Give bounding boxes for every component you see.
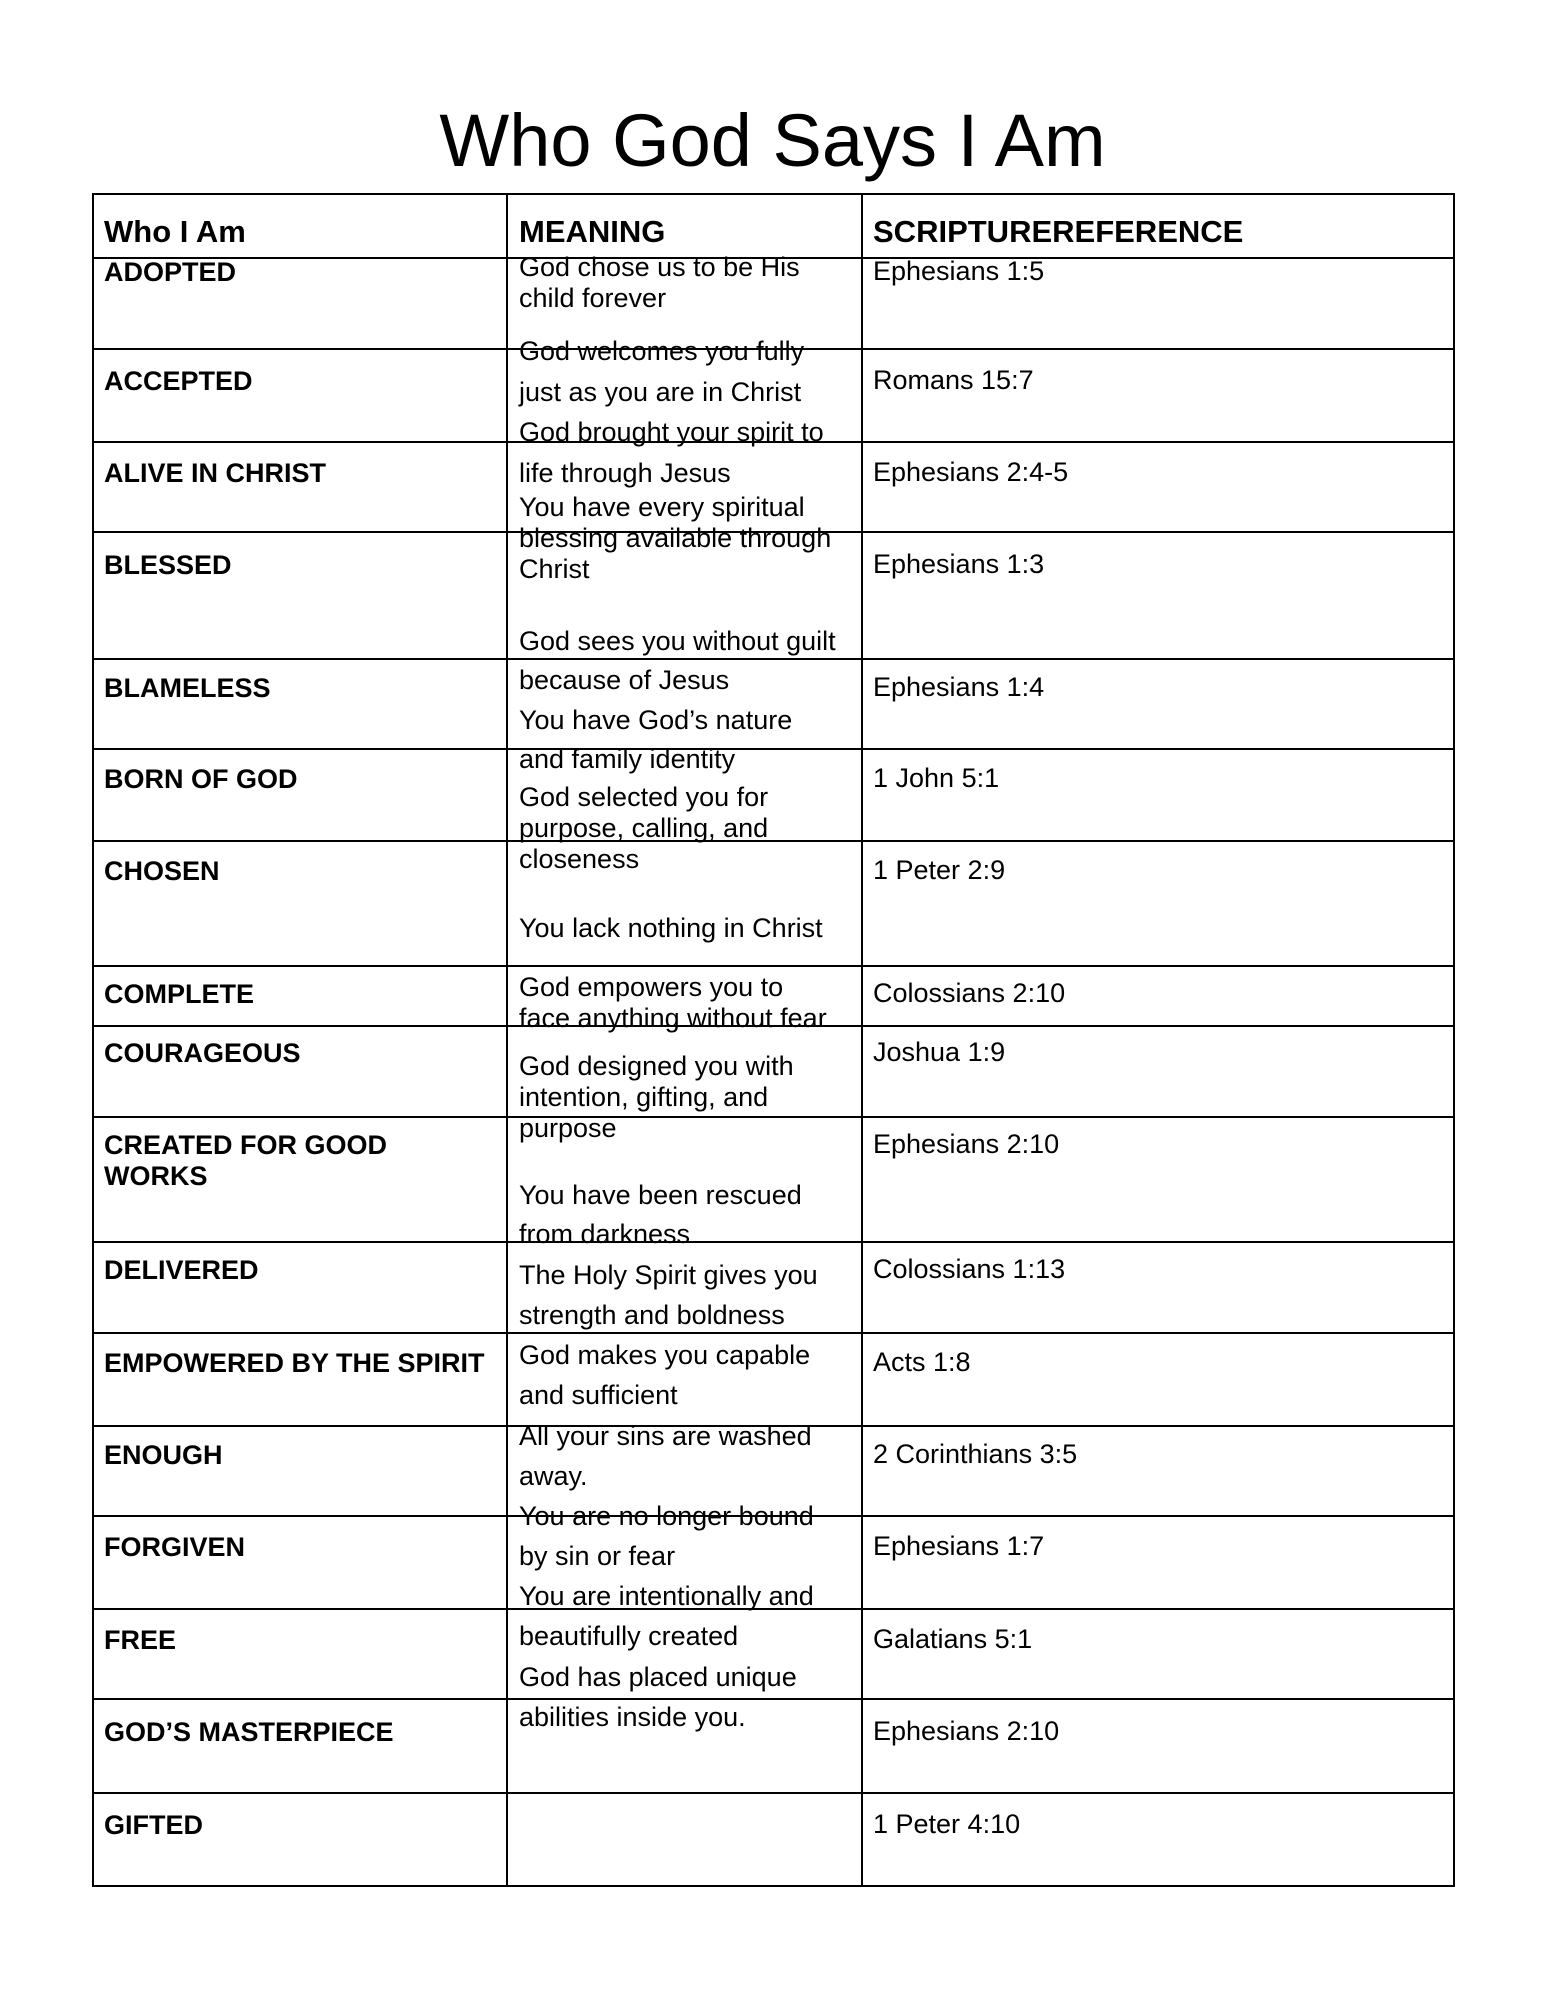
meaning-cell: God brought your spirit to life through Jesus — [519, 417, 824, 488]
who-i-am-cell: BORN OF GOD — [104, 764, 298, 794]
who-i-am-cell: COURAGEOUS — [104, 1038, 301, 1068]
who-i-am-cell: FREE — [104, 1625, 177, 1655]
meaning-cell: God designed you with intention, gifting, and purpose — [519, 1051, 794, 1143]
meaning-cell: You have been rescued from darkness — [519, 1180, 802, 1249]
table-left-border — [92, 193, 94, 1887]
scripture-reference-cell: 1 Peter 4:10 — [873, 1809, 1021, 1839]
who-i-am-cell: ALIVE IN CHRIST — [104, 458, 327, 488]
scripture-reference-cell: 1 Peter 2:9 — [873, 855, 1006, 885]
meaning-cell: God empowers you to face anything without fear — [519, 972, 827, 1033]
who-i-am-cell: BLAMELESS — [104, 673, 271, 703]
scripture-reference-cell: Ephesians 1:7 — [873, 1531, 1045, 1561]
row-divider — [92, 965, 1455, 967]
scripture-reference-cell: Galatians 5:1 — [873, 1624, 1033, 1654]
meaning-cell: All your sins are washed away. — [519, 1421, 812, 1491]
who-i-am-cell: FORGIVEN — [104, 1532, 246, 1562]
who-i-am-cell: CHOSEN — [104, 856, 220, 886]
meaning-cell: You are no longer bound by sin or fear — [519, 1501, 814, 1571]
page-title: Who God Says I Am — [439, 99, 1106, 182]
meaning-cell: You lack nothing in Christ — [519, 913, 823, 943]
meaning-cell: You are intentionally and beautifully created — [519, 1581, 814, 1651]
who-i-am-cell: DELIVERED — [104, 1255, 259, 1285]
who-i-am-cell: ACCEPTED — [104, 366, 253, 396]
table-right-border — [1453, 193, 1455, 1887]
scripture-reference-cell: 2 Corinthians 3:5 — [873, 1439, 1078, 1469]
scripture-reference-cell: Ephesians 1:3 — [873, 549, 1045, 579]
scripture-reference-cell: Ephesians 1:4 — [873, 672, 1045, 702]
who-i-am-cell: ADOPTED — [104, 257, 237, 287]
meaning-cell: You have every spiritual blessing available through Christ — [519, 492, 832, 584]
scripture-reference-cell: Ephesians 2:10 — [873, 1129, 1060, 1159]
who-i-am-cell: EMPOWERED BY THE SPIRIT — [104, 1348, 485, 1378]
table-bottom-border — [92, 1885, 1455, 1887]
meaning-cell: You have God’s nature and family identity — [519, 705, 793, 774]
who-i-am-cell: GIFTED — [104, 1810, 203, 1840]
scripture-reference-cell: Ephesians 2:4-5 — [873, 457, 1069, 487]
scripture-reference-cell: Ephesians 1:5 — [873, 256, 1045, 286]
header-meaning: MEANING — [519, 214, 666, 249]
scripture-reference-cell: 1 John 5:1 — [873, 763, 1000, 793]
table-top-border — [92, 193, 1455, 195]
meaning-cell: The Holy Spirit gives you strength and boldness — [519, 1260, 818, 1330]
who-i-am-cell: COMPLETE — [104, 979, 255, 1009]
who-i-am-cell: ENOUGH — [104, 1440, 223, 1470]
meaning-cell: God sees you without guilt because of Jesus — [519, 626, 836, 695]
scripture-reference-cell: Colossians 1:13 — [873, 1254, 1066, 1284]
header-who-i-am: Who I Am — [104, 214, 246, 249]
meaning-cell: God welcomes you fully just as you are in Christ — [519, 336, 805, 407]
header-scripture-reference: SCRIPTUREREFERENCE — [873, 214, 1244, 249]
scripture-reference-cell: Acts 1:8 — [873, 1347, 971, 1377]
scripture-reference-cell: Joshua 1:9 — [873, 1037, 1006, 1067]
who-i-am-cell: BLESSED — [104, 550, 232, 580]
meaning-cell: God selected you for purpose, calling, and closeness — [519, 782, 769, 874]
who-i-am-cell: GOD’S MASTERPIECE — [104, 1717, 394, 1747]
scripture-reference-cell: Romans 15:7 — [873, 365, 1034, 395]
scripture-reference-cell: Colossians 2:10 — [873, 978, 1066, 1008]
meaning-cell: God makes you capable and sufficient — [519, 1340, 811, 1410]
row-divider — [92, 1792, 1455, 1794]
column-divider — [861, 193, 863, 1887]
column-divider — [506, 193, 508, 1887]
meaning-cell: God has placed unique abilities inside you. — [519, 1662, 797, 1732]
who-i-am-cell: CREATED FOR GOOD WORKS — [104, 1130, 387, 1191]
meaning-cell: God chose us to be His child forever — [519, 252, 800, 313]
scripture-reference-cell: Ephesians 2:10 — [873, 1716, 1060, 1746]
